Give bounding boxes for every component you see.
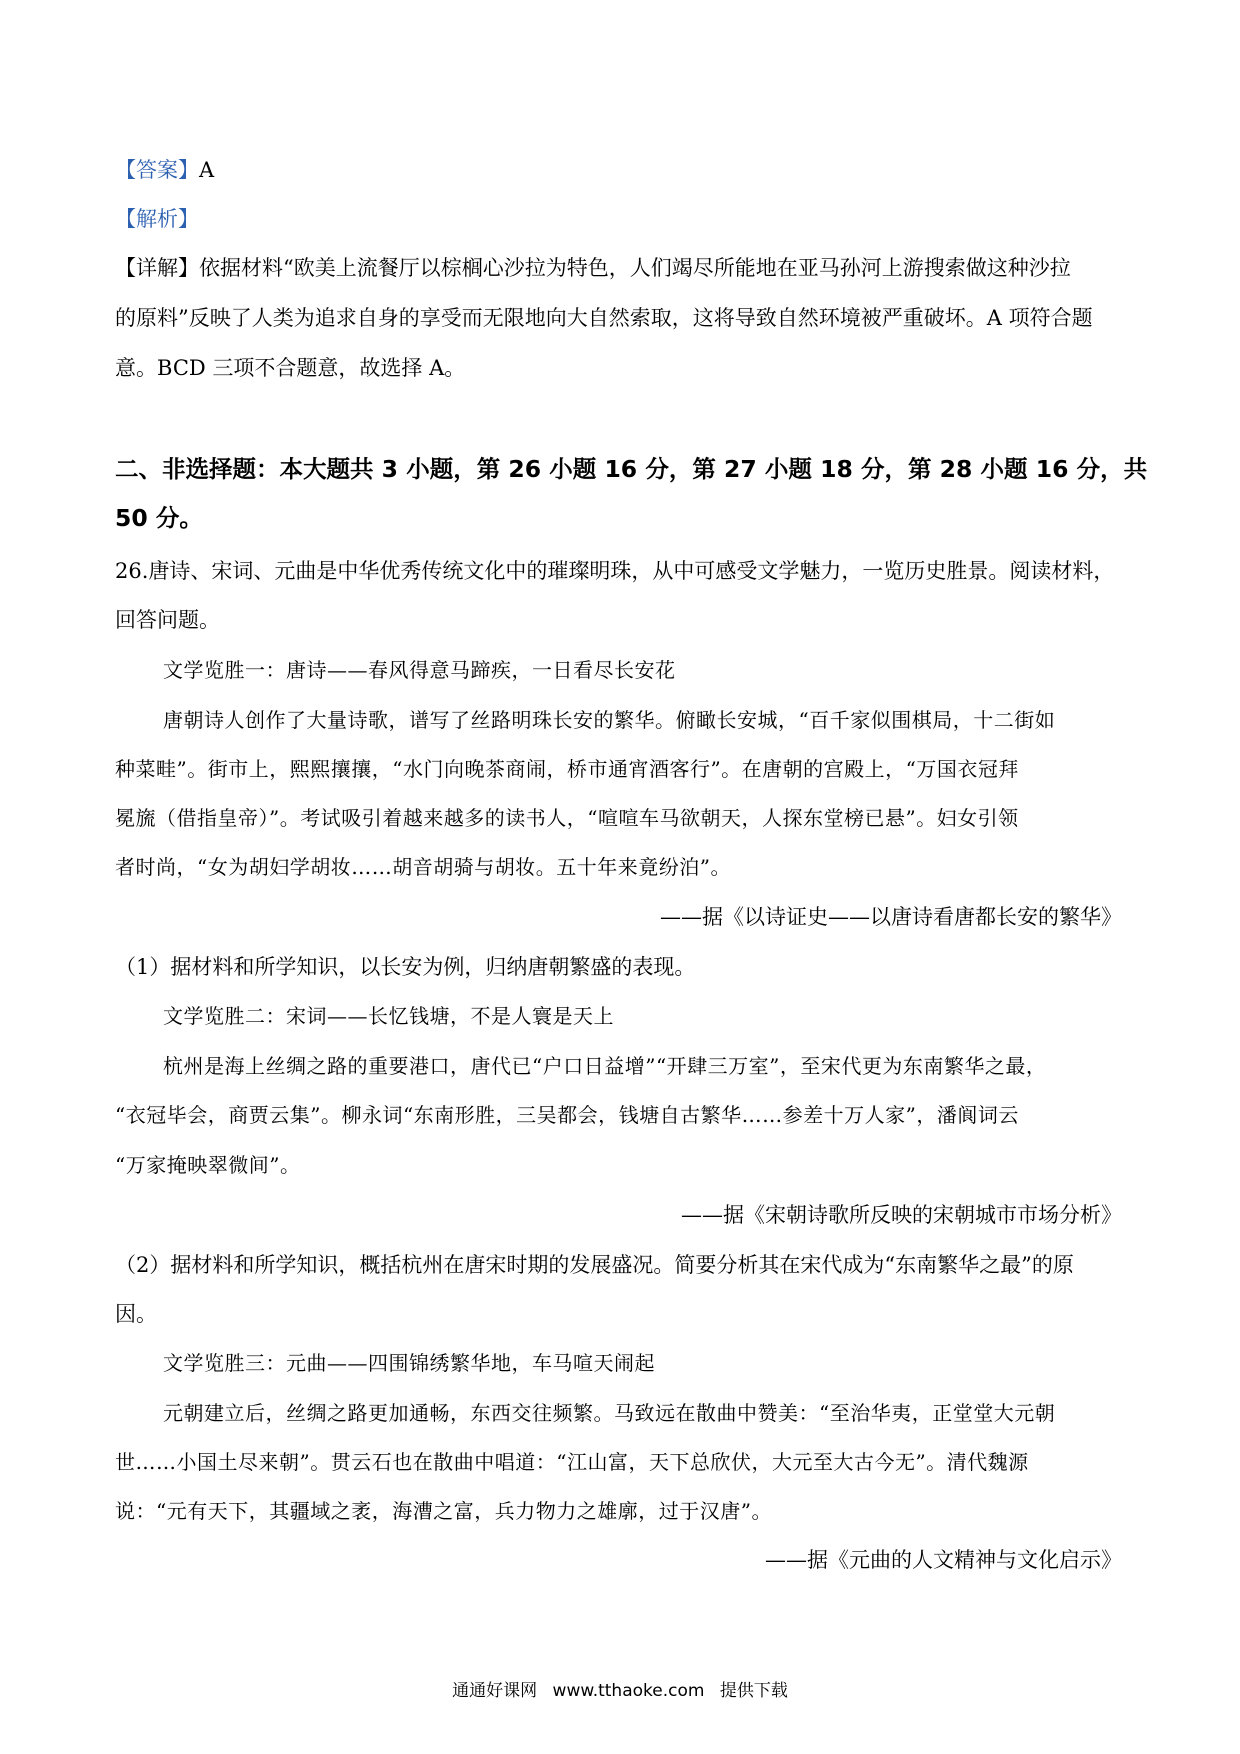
analysis-tag-line	[115, 204, 199, 234]
material-1-line: 者时尚，“女为胡妇学胡妆……胡音胡骑与胡妆。五十年来竟纷泊”。	[115, 855, 731, 879]
detail-tag: 【详解】	[115, 256, 199, 280]
sub-question-2-line-1: （2）据材料和所学知识，概括杭州在唐宋时期的发展盛况。简要分析其在宋代成为“东南繁华之最”的原	[115, 1253, 1074, 1277]
material-2-line: 杭州是海上丝绸之路的重要港口，唐代已“户口日益增”“开肆三万室”，至宋代更为东南繁华之最，	[163, 1054, 1047, 1078]
footer-note: 提供下载	[719, 1681, 788, 1701]
material-1-line: 冕旒（借指皇帝）”。考试吸引着越来越多的读书人，“喧喧车马欲朝天，人探东堂榜已悬”。妇女引领	[115, 806, 1019, 830]
material-3-line: 元朝建立后，丝绸之路更加通畅，东西交往频繁。马致远在散曲中赞美：“至治华夷，正堂堂大元朝	[163, 1401, 1056, 1425]
analysis-tag: 【解析】	[115, 207, 199, 231]
material-3-line: 说：“元有天下，其疆域之袤，海漕之富，兵力物力之雄廓，过于汉唐”。	[115, 1499, 772, 1523]
section-heading-line-1: 二、非选择题：本大题共 3 小题，第 26 小题 16 分，第 27 小题 18 分，第 28 小题 16 分，共	[115, 455, 1148, 483]
material-1-title: 文学览胜一：唐诗——春风得意马蹄疾，一日看尽长安花	[163, 658, 676, 682]
material-2-source: ——据《宋朝诗歌所反映的宋朝城市市场分析》	[681, 1203, 1122, 1227]
material-2-line: “万家掩映翠微间”。	[115, 1153, 301, 1177]
section-heading-line-2: 50 分。	[115, 504, 203, 532]
material-3-title: 文学览胜三：元曲——四围锦绣繁华地，车马喧天闹起	[163, 1351, 655, 1375]
material-1-source: ——据《以诗证史——以唐诗看唐都长安的繁华》	[660, 905, 1122, 929]
sub-question-1: （1）据材料和所学知识，以长安为例，归纳唐朝繁盛的表现。	[115, 955, 696, 979]
footer-site-name: 通通好课网	[452, 1681, 538, 1701]
question-26-stem-line-2: 回答问题。	[115, 608, 220, 632]
material-1-line: 种菜畦”。街市上，熙熙攘攘，“水门向晚茶商闹，桥市通宵酒客行”。在唐朝的宫殿上，“万国衣冠拜	[115, 757, 1019, 781]
detail-line-1	[115, 253, 1071, 283]
question-26-stem-line-1: 26.唐诗、宋词、元曲是中华优秀传统文化中的璀璨明珠，从中可感受文学魅力，一览历史胜景。阅读材料，	[115, 559, 1115, 583]
detail-line-3: 意。BCD 三项不合题意，故选择 A。	[115, 356, 466, 380]
material-2-line: “衣冠毕会，商贾云集”。柳永词“东南形胜，三吴都会，钱塘自古繁华……参差十万人家”，潘阆词云	[115, 1103, 1019, 1127]
material-3-line: 世……小国土尽来朝”。贯云石也在散曲中唱道：“江山富，天下总欣伏，大元至大古今无”。清代魏源	[115, 1450, 1029, 1474]
detail-text: 依据材料“欧美上流餐厅以棕榈心沙拉为特色，人们竭尽所能地在亚马孙河上游搜索做这种沙拉	[199, 256, 1071, 280]
footer-url[interactable]: www.tthaoke.com	[552, 1681, 705, 1701]
sub-question-2-line-2: 因。	[115, 1302, 157, 1326]
answer-tag: 【答案】	[115, 158, 199, 182]
material-3-source: ——据《元曲的人文精神与文化启示》	[765, 1548, 1122, 1572]
answer-value: A	[199, 158, 215, 182]
material-1-line: 唐朝诗人创作了大量诗歌，谱写了丝路明珠长安的繁华。俯瞰长安城，“百千家似围棋局，十二街如	[163, 708, 1056, 732]
material-2-title: 文学览胜二：宋词——长忆钱塘，不是人寰是天上	[163, 1004, 614, 1028]
page-footer	[0, 1676, 1240, 1701]
answer-line	[115, 155, 214, 185]
detail-line-2: 的原料”反映了人类为追求自身的享受而无限地向大自然索取，这将导致自然环境被严重破坏。A 项符合题	[115, 306, 1093, 330]
